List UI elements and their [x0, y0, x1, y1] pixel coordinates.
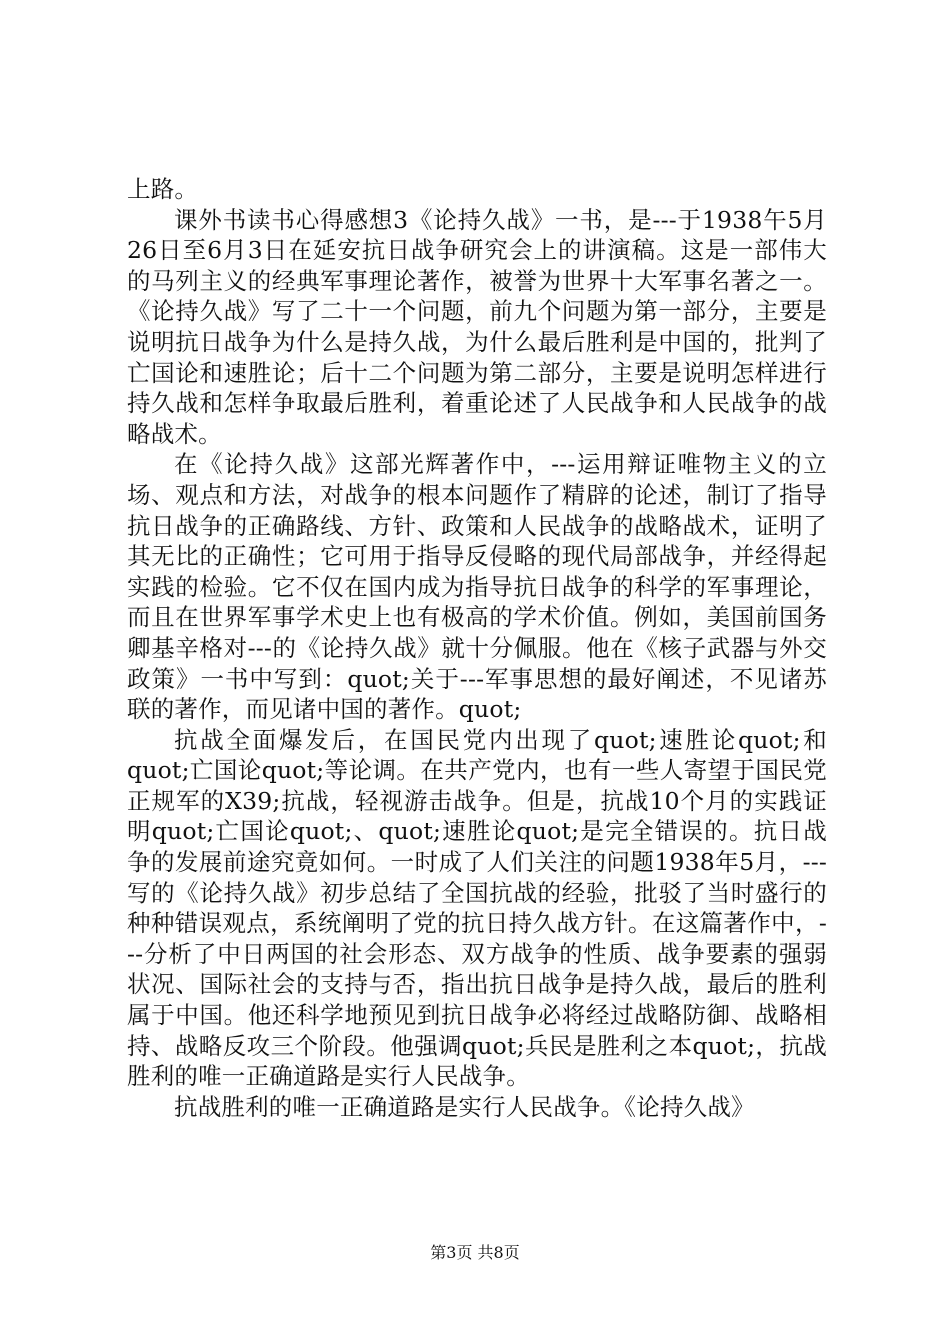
document-body [127, 174, 827, 1122]
paragraph: 抗战全面爆发后，在国民党内出现了quot;速胜论quot;和quot;亡国论quot;等论调。在共产党内，也有一些人寄望于国民党正规军的X39;抗战，轻视游击战争。但是，抗战10个月的实践证明quot;亡国论quot;、quot;速胜论quot;是完全错误的。抗日战争的发展前途究竟如何。一时成了人们关注的问题1938年5月，---写的《论持久战》初步总结了全国抗战的经验，批驳了当时盛行的种种错误观点，系统阐明了党的抗日持久战方针。在这篇著作中，---分析了中日两国的社会形态、双方战争的性质、战争要素的强弱状况、国际社会的支持与否，指出抗日战争是持久战，最后的胜利属于中国。他还科学地预见到抗日战争必将经过战略防御、战略相持、战略反攻三个阶段。他强调quot;兵民是胜利之本quot;，抗战胜利的唯一正确道路是实行人民战争。 [127, 725, 827, 1091]
page-footer: 第3页 共8页 [430, 1243, 520, 1262]
paragraph: 课外书读书心得感想3《论持久战》一书，是---于1938午5月26日至6月3日在延安抗日战争研究会上的讲演稿。这是一部伟大的马列主义的经典军事理论著作，被誉为世界十大军事名著之一。《论持久战》写了二十一个问题，前九个问题为第一部分，主要是说明抗日战争为什么是持久战，为什么最后胜利是中国的，批判了亡国论和速胜论；后十二个问题为第二部分，主要是说明怎样进行持久战和怎样争取最后胜利，着重论述了人民战争和人民战争的战略战术。 [127, 205, 827, 448]
paragraph: 抗战胜利的唯一正确道路是实行人民战争。《论持久战》 [174, 1092, 755, 1121]
paragraph-continuation: 上路。 [127, 175, 199, 203]
paragraph: 在《论持久战》这部光辉著作中，---运用辩证唯物主义的立场、观点和方法，对战争的根本问题作了精辟的论述，制订了指导抗日战争的正确路线、方针、政策和人民战争的战略战术，证明了其无比的正确性；它可用于指导反侵略的现代局部战争，并经得起实践的检验。它不仅在国内成为指导抗日战争的科学的军事理论，而且在世界军事学术史上也有极高的学术价值。例如，美国前国务卿基辛格对---的《论持久战》就十分佩服。他在《核子武器与外交政策》一书中写到：quot;关于---军事思想的最好阐述，不见诸苏联的著作，而见诸中国的著作。quot; [127, 450, 827, 724]
